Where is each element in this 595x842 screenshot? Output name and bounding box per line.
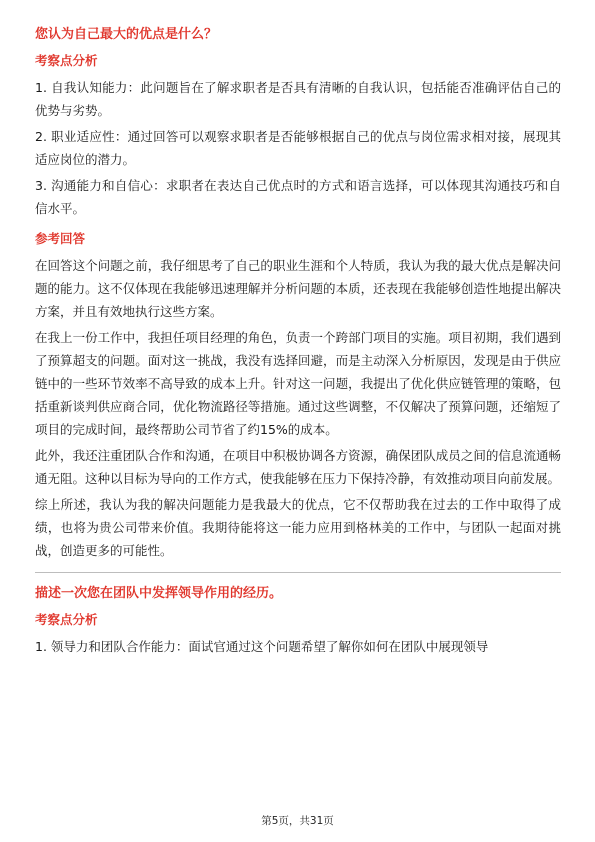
question-title: 描述一次您在团队中发挥领导作用的经历。 — [35, 586, 283, 601]
analysis-heading: 考察点分析 — [35, 612, 98, 627]
analysis-heading: 考察点分析 — [35, 53, 98, 68]
question-title: 您认为自己最大的优点是什么？ — [35, 27, 218, 42]
analysis-item: 1. 领导力和团队合作能力：面试官通过这个问题希望了解你如何在团队中展现领导 — [35, 639, 489, 654]
answer-paragraph: 此外，我还注重团队合作和沟通，在项目中积极协调各方资源，确保团队成员之间的信息流通畅通无阻。这种以目标为导向的工作方式，使我能够在压力下保持冷静，有效推动项目向前发展。 — [35, 448, 561, 486]
answer-paragraph: 在回答这个问题之前，我仔细思考了自己的职业生涯和个人特质，我认为我的最大优点是解决问题的能力。这不仅体现在我能够迅速理解并分析问题的本质，还表现在我能够创造性地提出解决方案，并且有效地执行这些方案。 — [35, 258, 561, 319]
answer-paragraph: 在我上一份工作中，我担任项目经理的角色，负责一个跨部门项目的实施。项目初期，我们遇到了预算超支的问题。面对这一挑战，我没有选择回避，而是主动深入分析原因，发现是由于供应链中的一些环节效率不高导致的成本上升。针对这一问题，我提出了优化供应链管理的策略，包括重新谈判供应商合同，优化物流路径等措施。通过这些调整，不仅解决了预算问题，还缩短了项目的完成时间，最终帮助公司节省了约15%的成本。 — [35, 330, 561, 437]
document-page — [35, 26, 561, 661]
answer-heading: 参考回答 — [35, 231, 86, 246]
answer-paragraph: 综上所述，我认为我的解决问题能力是我最大的优点，它不仅帮助我在过去的工作中取得了成绩，也将为贵公司带来价值。我期待能将这一能力应用到格林美的工作中，与团队一起面对挑战，创造更多的可能性。 — [35, 497, 561, 558]
section-divider — [35, 572, 561, 573]
analysis-item: 1. 自我认知能力：此问题旨在了解求职者是否具有清晰的自我认识，包括能否准确评估自己的优势与劣势。 — [35, 80, 561, 118]
analysis-item: 2. 职业适应性：通过回答可以观察求职者是否能够根据自己的优点与岗位需求相对接，展现其适应岗位的潜力。 — [35, 129, 561, 167]
page-number: 第5页，共31页 — [261, 815, 334, 827]
analysis-item: 3. 沟通能力和自信心：求职者在表达自己优点时的方式和语言选择，可以体现其沟通技巧和自信水平。 — [35, 178, 561, 216]
